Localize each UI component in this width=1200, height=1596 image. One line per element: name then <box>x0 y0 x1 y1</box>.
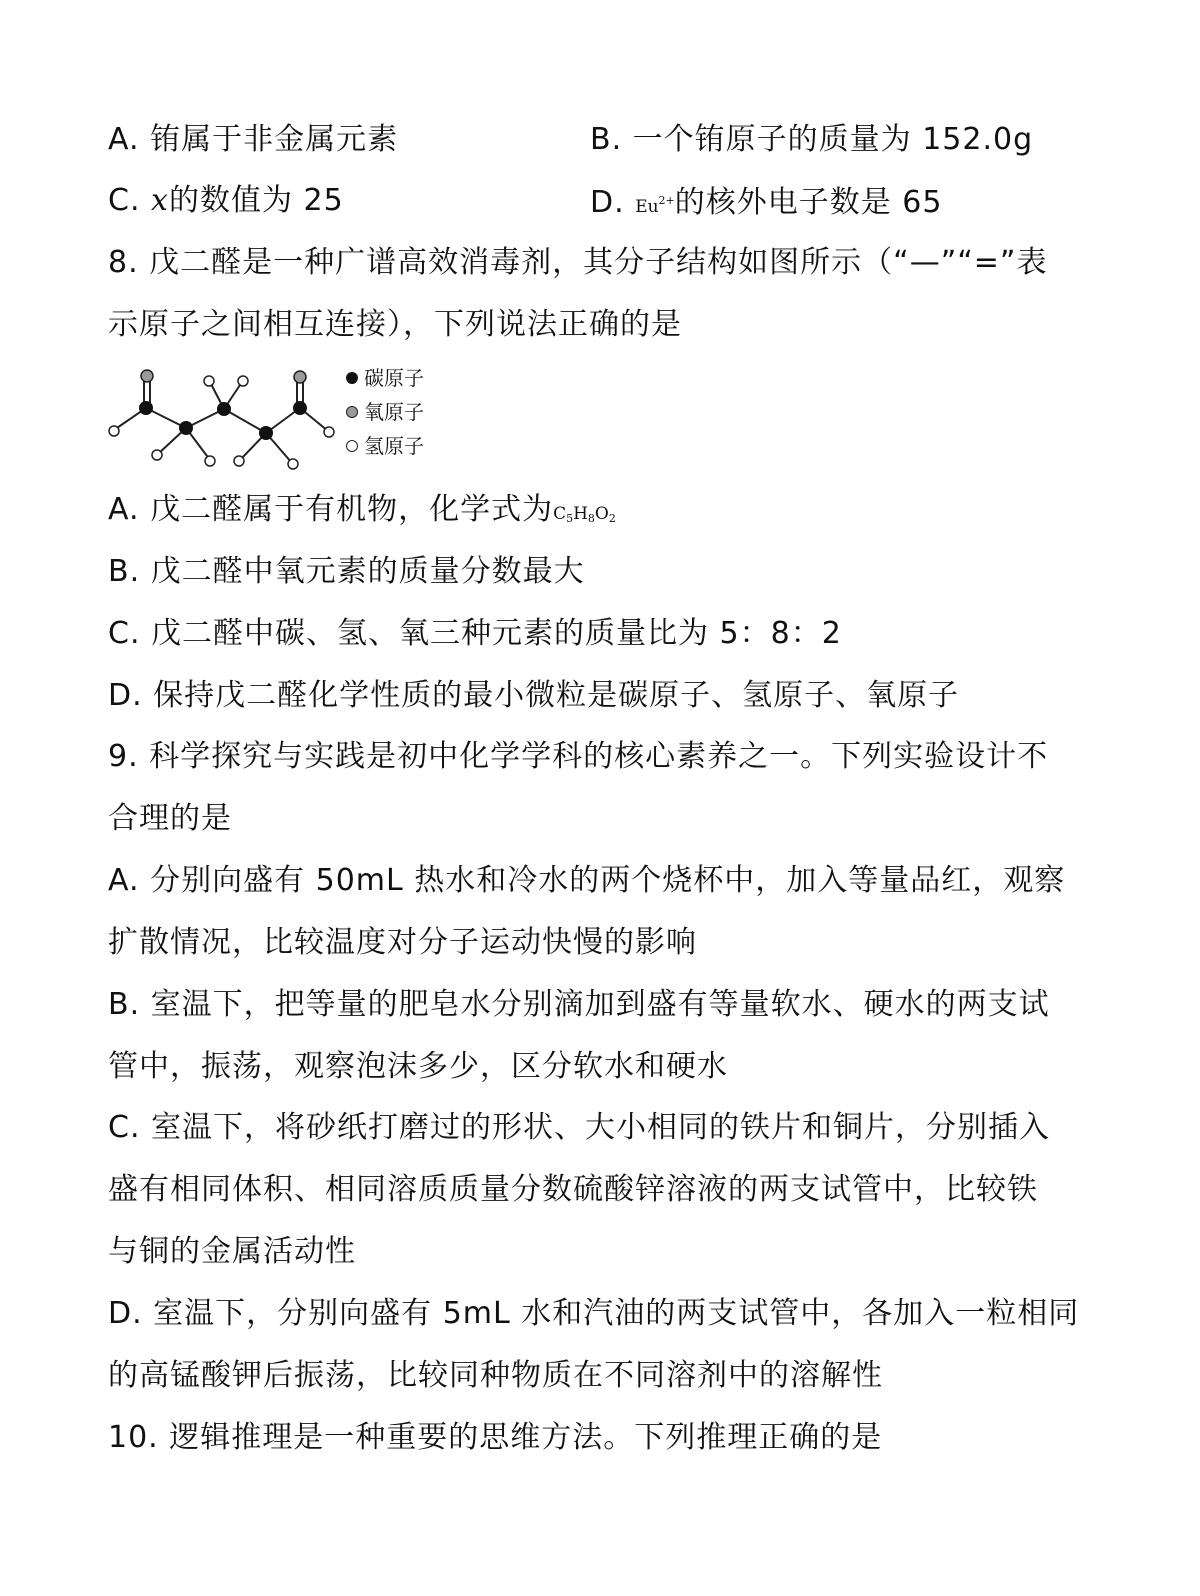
q7-option-c-variable: x <box>151 183 169 218</box>
carbon-atom <box>179 421 193 435</box>
q9-stem-line2: 合理的是 <box>108 801 232 836</box>
legend-hydrogen-label: 氢原子 <box>364 434 424 458</box>
hydrogen-swatch-icon <box>346 440 358 452</box>
molecule-atoms <box>109 370 334 469</box>
formula-o: O <box>594 504 609 524</box>
hydrogen-atom <box>205 456 215 466</box>
legend-carbon <box>346 361 424 395</box>
carbon-atom <box>139 401 153 415</box>
q7-option-c <box>108 181 344 221</box>
q9-option-c-line3: 与铜的金属活动性 <box>108 1234 356 1269</box>
q7-option-d <box>590 181 942 227</box>
europium-charge: 2+ <box>658 194 675 207</box>
q7-option-b: B. 一个铕原子的质量为 152.0g <box>590 122 1034 157</box>
q8-stem-line1: 8. 戊二醛是一种广谱高效消毒剂，其分子结构如图所示（“—”“=”表 <box>108 245 1048 280</box>
q8-option-a-text: A. 戊二醛属于有机物，化学式为 <box>108 492 554 527</box>
q9-option-a-line1: A. 分别向盛有 50mL 热水和冷水的两个烧杯中，加入等量品红，观察 <box>108 863 1066 898</box>
formula-o-count: 2 <box>608 512 616 525</box>
atom-legend <box>346 361 424 463</box>
legend-oxygen <box>346 395 424 429</box>
legend-oxygen-label: 氧原子 <box>364 400 424 424</box>
q9-option-c-line1: C. 室温下，将砂纸打磨过的形状、大小相同的铁片和铜片，分别插入 <box>108 1110 1051 1145</box>
chemical-formula <box>553 504 616 524</box>
q8-option-d: D. 保持戊二醛化学性质的最小微粒是碳原子、氢原子、氧原子 <box>108 678 960 713</box>
hydrogen-atom <box>238 376 248 386</box>
hydrogen-atom <box>152 450 162 460</box>
europium-symbol: Eu <box>635 197 659 217</box>
formula-c: C <box>553 504 567 524</box>
q8-option-c: C. 戊二醛中碳、氢、氧三种元素的质量比为 5：8：2 <box>108 616 842 651</box>
hydrogen-atom <box>234 456 244 466</box>
legend-carbon-label: 碳原子 <box>364 366 424 390</box>
q9-option-a-line2: 扩散情况，比较温度对分子运动快慢的影响 <box>108 925 697 960</box>
q9-option-b-line1: B. 室温下，把等量的肥皂水分别滴加到盛有等量软水、硬水的两支试 <box>108 987 1050 1022</box>
q7-option-c-prefix: C. <box>108 183 152 218</box>
q8-option-a <box>108 490 616 539</box>
hydrogen-atom <box>288 459 298 469</box>
q9-option-b-line2: 管中，振荡，观察泡沫多少，区分软水和硬水 <box>108 1049 728 1084</box>
carbon-atom <box>259 426 273 440</box>
hydrogen-atom <box>109 426 119 436</box>
q7-option-a: A. 铕属于非金属元素 <box>108 122 399 157</box>
q9-option-c-line2: 盛有相同体积、相同溶质质量分数硫酸锌溶液的两支试管中，比较铁 <box>108 1172 1038 1207</box>
q8-stem-line2: 示原子之间相互连接），下列说法正确的是 <box>108 307 682 342</box>
carbon-atom <box>293 401 307 415</box>
legend-hydrogen <box>346 429 424 463</box>
oxygen-swatch-icon <box>346 406 358 418</box>
carbon-swatch-icon <box>346 372 358 384</box>
q7-option-d-suffix: 的核外电子数是 65 <box>674 185 943 220</box>
molecule-bonds <box>114 377 328 463</box>
q8-option-b: B. 戊二醛中氧元素的质量分数最大 <box>108 554 585 589</box>
q7-option-d-prefix: D. <box>590 185 636 220</box>
q9-stem-line1: 9. 科学探究与实践是初中化学学科的核心素养之一。下列实验设计不 <box>108 739 1049 774</box>
hydrogen-atom <box>204 376 214 386</box>
carbon-atom <box>217 402 231 416</box>
q7-option-c-suffix: 的数值为 25 <box>168 183 344 218</box>
formula-c-count: 5 <box>566 512 574 525</box>
glutaraldehyde-molecule-diagram <box>100 362 340 472</box>
oxygen-atom <box>141 370 153 382</box>
q9-option-d-line1: D. 室温下，分别向盛有 5mL 水和汽油的两支试管中，各加入一粒相同 <box>108 1296 1080 1331</box>
hydrogen-atom <box>324 427 334 437</box>
oxygen-atom <box>294 371 306 383</box>
formula-h-count: 8 <box>587 512 595 525</box>
q10-stem: 10. 逻辑推理是一种重要的思维方法。下列推理正确的是 <box>108 1420 883 1455</box>
q9-option-d-line2: 的高锰酸钾后振荡，比较同种物质在不同溶剂中的溶解性 <box>108 1358 883 1393</box>
formula-h: H <box>573 504 588 524</box>
europium-ion <box>635 194 675 217</box>
